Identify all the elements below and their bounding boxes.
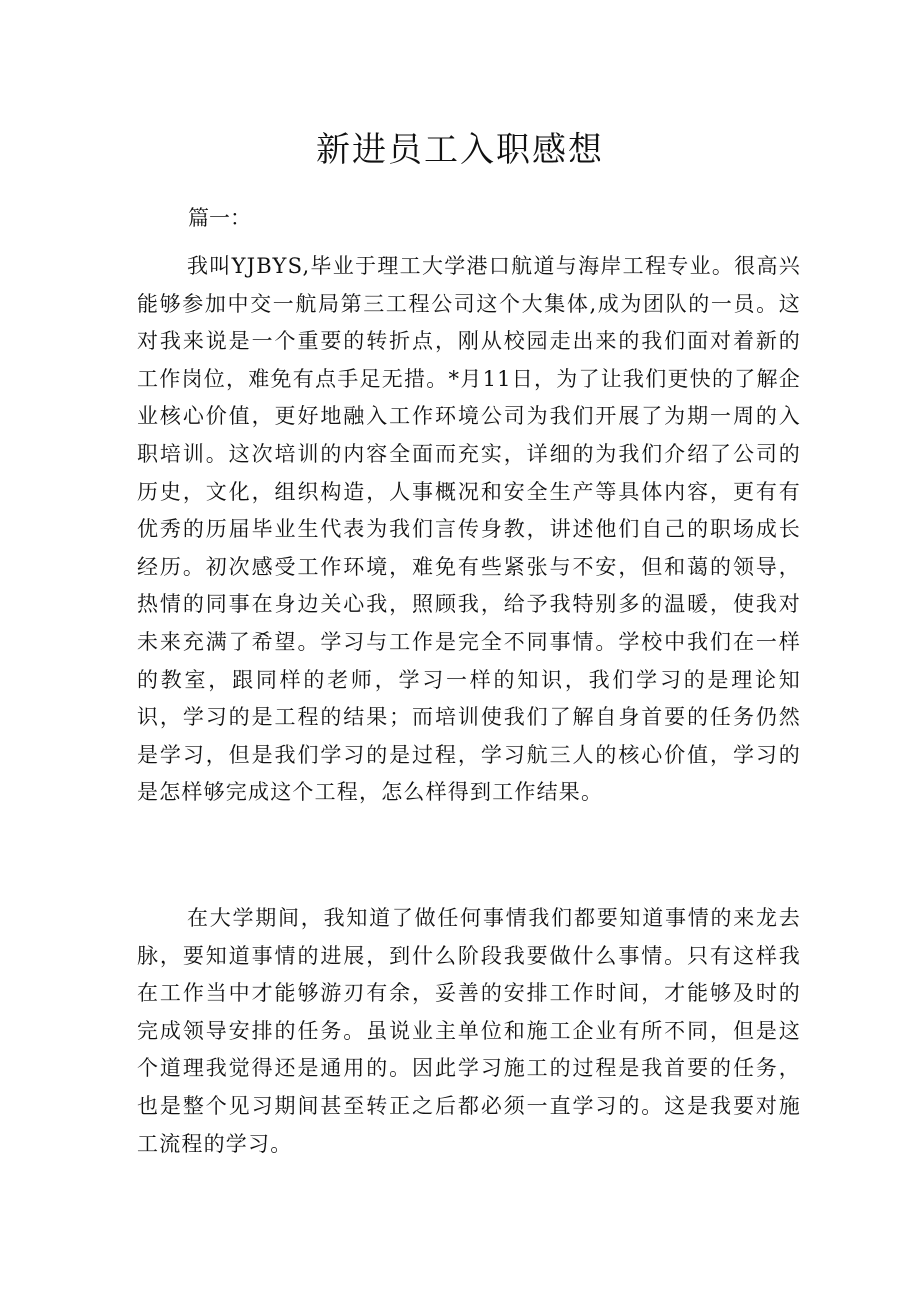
paragraph-1: 我叫YJBYS,毕业于理工大学港口航道与海岸工程专业。很高兴能够参加中交一航局第三工程公司这个大集体,成为团队的一员。这对我来说是一个重要的转折点，刚从校园走出来的我们面对着新的工作岗位，难免有点手足无措。*月11日，为了让我们更快的了解企业核心价值，更好地融入工作环境公司为我们开展了为期一周的入职培训。这次培训的内容全面而充实，详细的为我们介绍了公司的历史，文化，组织构造，人事概况和安全生产等具体内容，更有有优秀的历届毕业生代表为我们言传身教，讲述他们自己的职场成长经历。初次感受工作环境，难免有些紧张与不安，但和蔼的领导，热情的同事在身边关心我，照顾我，给予我特别多的温暖，使我对未来充满了希望。学习与工作是完全不同事情。学校中我们在一样的教室，跟同样的老师，学习一样的知识，我们学习的是理论知识，学习的是工程的结果；而培训使我们了解自身首要的任务仍然是学习，但是我们学习的是过程，学习航三人的核心价值，学习的是怎样够完成这个工程，怎么样得到工作结果。 — [137, 254, 801, 805]
paragraph-2: 在大学期间，我知道了做任何事情我们都要知道事情的来龙去脉，要知道事情的进展，到什么阶段我要做什么事情。只有这样我在工作当中才能够游刃有余，妥善的安排工作时间，才能够及时的完成领导安排的任务。虽说业主单位和施工企业有所不同，但是这个道理我觉得还是通用的。因此学习施工的过程是我首要的任务，也是整个见习期间甚至转正之后都必须一直学习的。这是我要对施工流程的学习。 — [137, 906, 801, 1156]
section-label: 篇一： — [188, 206, 251, 230]
document-title: 新进员工入职感想 — [316, 130, 604, 170]
